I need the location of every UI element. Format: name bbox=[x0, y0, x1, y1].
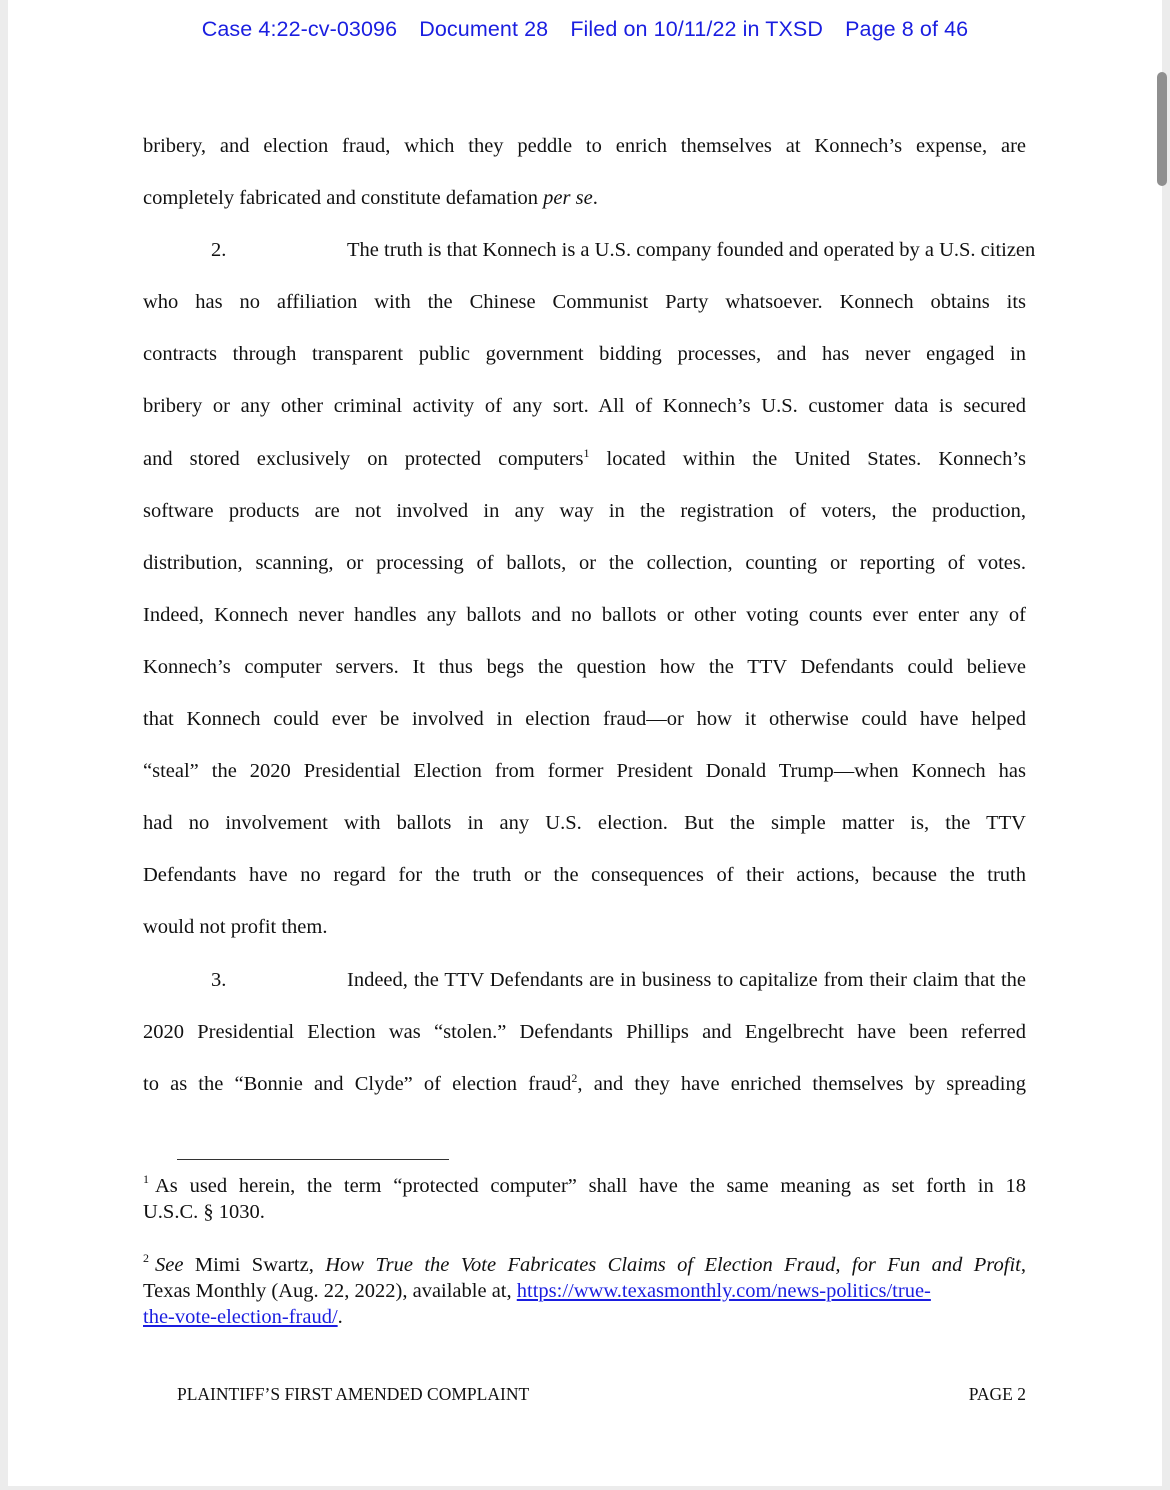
body-line: software products are not involved in any way in the registration of voters, the production, bbox=[143, 499, 1026, 522]
footer-page-number: PAGE 2 bbox=[968, 1384, 1026, 1404]
body-line: Konnech’s computer servers. It thus begs the question how the TTV Defendants could believe bbox=[143, 655, 1026, 678]
footnote-1: $^1$ As used herein, the term “protected computer” shall have the same meaning as set forth in 18 U.S.C. § 1030. bbox=[143, 1172, 1026, 1223]
body-line: completely fabricated and constitute defamation per se. bbox=[143, 187, 598, 210]
footer-title: PLAINTIFF’S FIRST AMENDED COMPLAINT bbox=[177, 1384, 530, 1404]
footnote-ref[interactable]: 2 bbox=[571, 1070, 578, 1085]
footnote-number: 2 bbox=[143, 1251, 149, 1265]
body-line: had no involvement with ballots in any U.S. election. But the simple matter is, the TTV bbox=[143, 812, 1026, 835]
filed-date: Filed on 10/11/22 in TXSD bbox=[570, 17, 824, 41]
body-line: and stored exclusively on protected computers$^1$ located within the United States. Konnech’s bbox=[143, 445, 1027, 470]
page-counter: Page 8 of 46 bbox=[845, 17, 969, 41]
case-number: Case 4:22-cv-03096 bbox=[201, 17, 398, 41]
body-line: bribery or any other criminal activity of any sort. All of Konnech’s U.S. customer data is secured bbox=[143, 395, 1026, 418]
body-line: to as the “Bonnie and Clyde” of election fraud$^2$, and they have enriched themselves by spreading bbox=[143, 1070, 1026, 1095]
paragraph-number: 2. bbox=[211, 239, 227, 262]
source-link-continued[interactable]: the-vote-election-fraud/ bbox=[143, 1306, 338, 1328]
paragraph-3-start: 3. Indeed, the TTV Defendants are in business to capitalize from their claim that the bbox=[143, 954, 1026, 1006]
body-line: bribery, and election fraud, which they peddle to enrich themselves at Konnech’s expense, are bbox=[143, 135, 1026, 157]
body-line: who has no affiliation with the Chinese Communist Party whatsoever. Konnech obtains its bbox=[143, 291, 1026, 314]
paragraph-number: 3. bbox=[211, 968, 227, 991]
body-line: would not profit them. bbox=[143, 916, 328, 939]
body-line: contracts through transparent public government bidding processes, and has never engaged in bbox=[143, 343, 1026, 366]
body-line: Indeed, Konnech never handles any ballots and no ballots or other voting counts ever enter any of bbox=[143, 603, 1026, 626]
body-line: distribution, scanning, or processing of ballots, or the collection, counting or reporting of votes. bbox=[143, 551, 1026, 574]
scrollbar-thumb[interactable] bbox=[1157, 72, 1167, 186]
source-link[interactable]: https://www.texasmonthly.com/news-politics/true- bbox=[516, 1280, 931, 1302]
footnote-2: $^2$ See Mimi Swartz, How True the Vote Fabricates Claims of Election Fraud, for Fun and Profit, Texas Monthly (Aug. 22, 2022), available at, https://www.texasmonthly.com/news-politics/true- the-vote-election-fraud/. bbox=[143, 1251, 1026, 1328]
paragraph-2-start: 2. The truth is that Konnech is a U.S. company founded and operated by a U.S. citizen bbox=[143, 224, 1026, 276]
document-number: Document 28 bbox=[419, 17, 549, 41]
footnote-number: 1 bbox=[143, 1172, 149, 1186]
ecf-header bbox=[0, 17, 1170, 42]
body-line: Defendants have no regard for the truth or the consequences of their actions, because the truth bbox=[143, 864, 1026, 887]
body-line: that Konnech could ever be involved in election fraud—or how it otherwise could have helped bbox=[143, 708, 1026, 731]
footnote-separator bbox=[177, 1159, 449, 1160]
body-line: “steal” the 2020 Presidential Election from former President Donald Trump—when Konnech has bbox=[143, 760, 1026, 783]
footnote-ref[interactable]: 1 bbox=[583, 445, 590, 460]
body-line: 2020 Presidential Election was “stolen.” Defendants Phillips and Engelbrecht have been referred bbox=[143, 1020, 1026, 1043]
body-text bbox=[143, 120, 1036, 1110]
